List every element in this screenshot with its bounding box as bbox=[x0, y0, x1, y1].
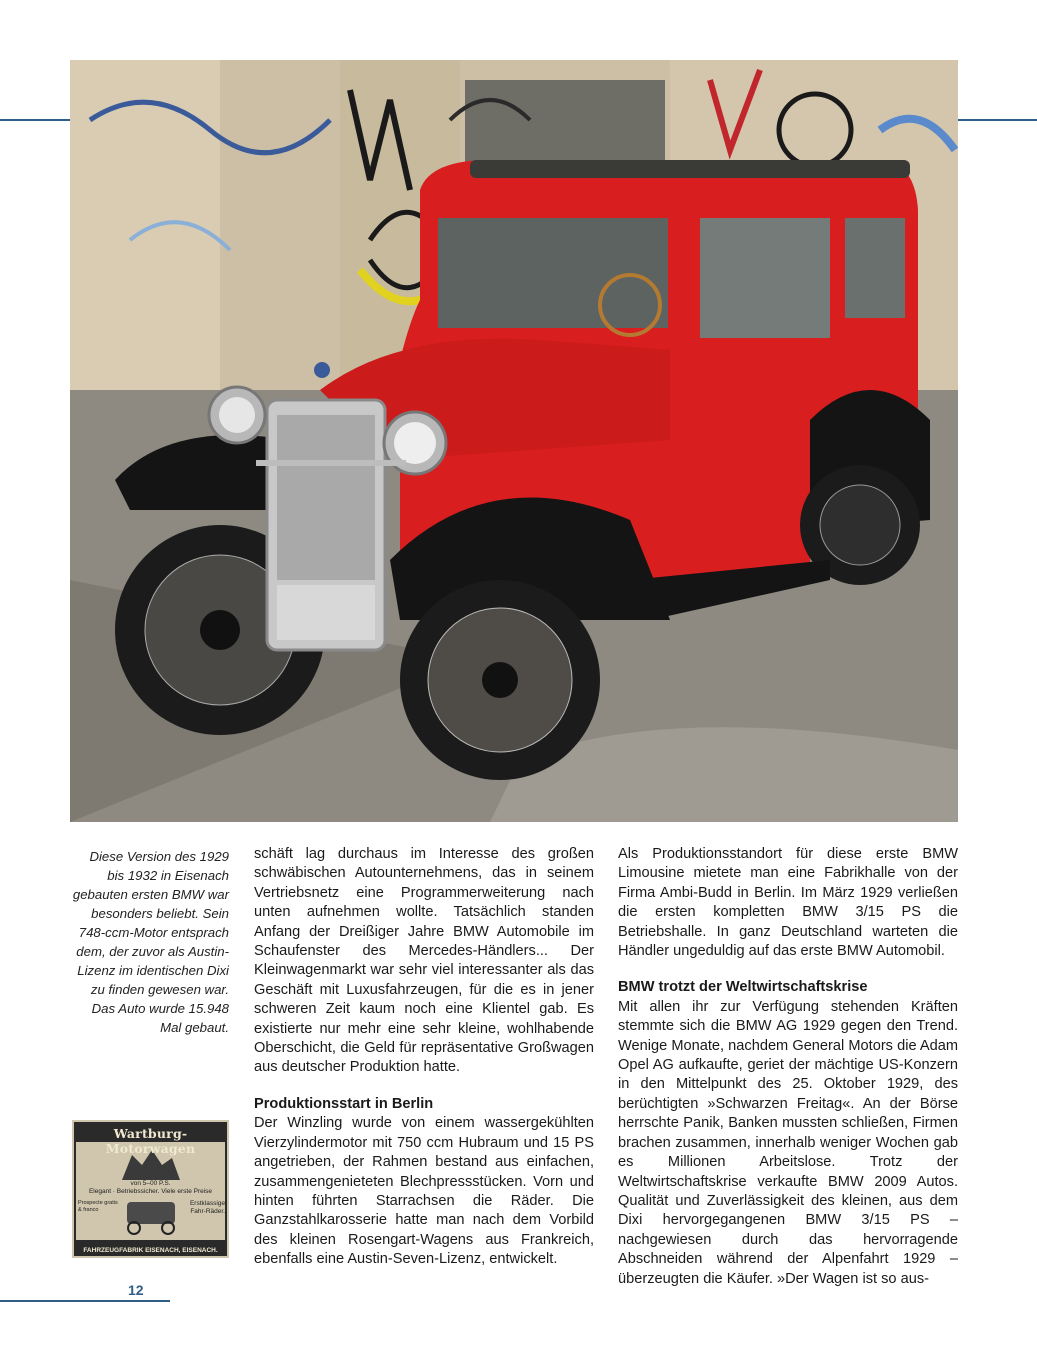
section-heading: BMW trotzt der Weltwirtschaftskrise bbox=[618, 979, 868, 996]
advert-right-text: Erstklassige Fahr-Räder. bbox=[189, 1200, 225, 1215]
top-right-rule bbox=[958, 119, 1037, 121]
top-left-rule bbox=[0, 119, 70, 121]
wartburg-advertisement bbox=[72, 1120, 229, 1258]
paragraph: Mit allen ihr zur Verfügung stehenden Kräften stemmte sich die BMW AG 1929 gegen den Trend. Wenige Monate, nachdem General Motors die Adam Opel AG aufkaufte, geriet der mächtige US-Konzern in den Mittelpunkt des 25. Oktober 1929, des berüchtigten »Schwarzen Freitag«. An der Börse herrschte Panik, Banken mussten schließen, Firmen brachen zusammen, innerhalb weniger Wochen gab es Millionen Arbeitslose. Trotz der Weltwirtschaftskrise verkaufte BMW 2009 Autos. Qualität und Zuverlässigkeit des kleinen, aus dem Dixi hervorgegangenen BMW 3/15 PS – nachgewiesen durch das hervorragende Abschneiden während der Alpenfahrt 1929 – überzeugten die Käufer. »Der Wagen ist so aus- bbox=[618, 998, 958, 1287]
advert-subtitle: von 5–00 P.S. bbox=[130, 1180, 171, 1187]
photo-caption: Diese Version des 1929 bis 1932 in Eisenach gebauten ersten BMW war besonders beliebt. Sein 748-ccm-Motor entsprach dem, der zuvor als Austin-Lizenz im identischen Dixi zu finden gewesen war. Das Auto wurde 15.948 Mal gebaut. bbox=[72, 849, 229, 1035]
advert-footer: FAHRZEUGFABRIK EISENACH, EISENACH. bbox=[83, 1247, 218, 1254]
advert-tagline: Elegant · Betriebssicher. Viele erste Preise bbox=[88, 1188, 213, 1195]
advert-title: Wartburg-Motorwagen bbox=[105, 1126, 196, 1156]
bottom-rule bbox=[0, 1300, 170, 1302]
paragraph: schäft lag durchaus im Interesse des großen schwäbischen Autounternehmens, das in seinem Vertriebsnetz eine Programmerweiterung nach unten aufnehmen wollte. Tatsächlich standen Anfang der Dreißiger Jahre BMW Automobile im Schaufenster des Mercedes-Händlers... Der Kleinwagenmarkt war sehr viel interessanter als das Geschäft mit Luxusfahrzeugen, für die es in jener schweren Zeit kaum noch eine Klientel gab. Es existierte nur mehr eine sehr kleine, wohlhabende Oberschicht, die Geld für repräsentative Großwagen aus deutscher Produktion hatte. bbox=[254, 846, 594, 1076]
paragraph: Der Winzling wurde von einem wassergekühlten Vierzylindermotor mit 750 ccm Hubraum und 15 PS angetrieben, der Rahmen bestand aus einfachen, zusammengenieteten Blechpressstücken. Vorn und hinten führten Starrachsen die Räder. Die Ganzstahlkarosserie hatte man nach dem Vorbild des kleinen Rosengart-Wagens aus Frankreich, ebenfalls eine Austin-Seven-Lizenz, entwickelt. bbox=[254, 1115, 594, 1268]
text-column-middle bbox=[254, 845, 594, 1270]
section-heading: Produktionsstart in Berlin bbox=[254, 1095, 434, 1112]
page-number: 12 bbox=[128, 1282, 144, 1298]
text-column-right bbox=[618, 845, 958, 1289]
advert-left-text: Prospecte gratis & franco bbox=[78, 1200, 118, 1213]
car-photo bbox=[70, 60, 958, 822]
paragraph: Als Produktionsstandort für diese erste BMW Limousine mietete man eine Fabrikhalle von der Firma Ambi-Budd in Berlin. Im März 1929 verließen die ersten kompletten BMW 3/15 PS die Betriebshalle. In ganz Deutschland warteten die Händler ungeduldig auf das erste BMW Automobil. bbox=[618, 846, 958, 960]
